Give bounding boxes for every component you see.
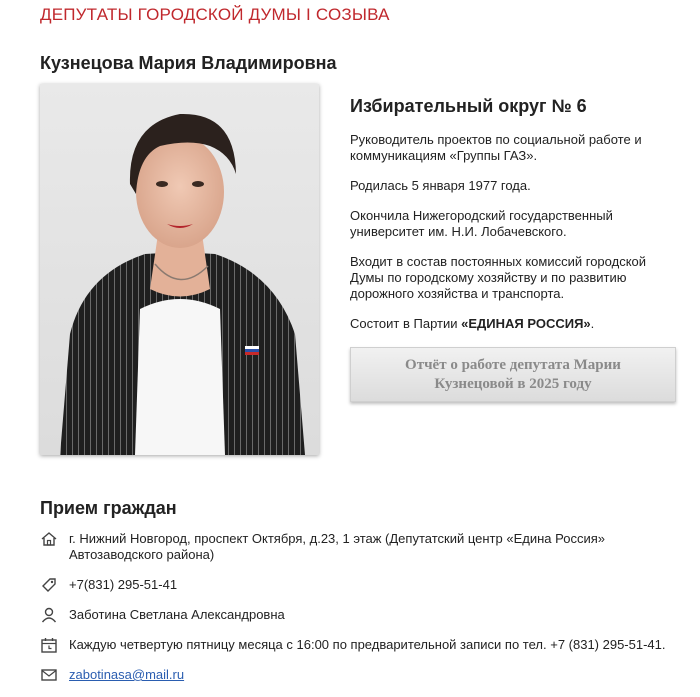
section-title: ДЕПУТАТЫ ГОРОДСКОЙ ДУМЫ I СОЗЫВА: [40, 5, 390, 24]
email-link[interactable]: zabotinasa@mail.ru: [69, 667, 185, 682]
schedule-row: [40, 637, 690, 654]
calendar-icon: [40, 636, 58, 654]
address-row: [40, 531, 690, 563]
party-suffix: .: [590, 316, 595, 331]
education-text: Окончила Нижегородский государственный университет им. Н.И. Лобачевского.: [350, 208, 613, 239]
tag-icon: [40, 576, 58, 594]
assistant-row: [40, 607, 690, 624]
schedule-text: Каждую четвертую пятницу месяца с 16:00 по предварительной записи по тел. +7 (831) 295-51-41.: [69, 637, 666, 652]
deputy-info: [350, 96, 680, 346]
email-row: [40, 667, 690, 684]
home-icon: [40, 530, 58, 548]
user-icon: [40, 606, 58, 624]
party-name: «ЕДИНАЯ РОССИЯ»: [461, 316, 591, 331]
district-title: Избирательный округ № 6: [350, 96, 587, 116]
position-text: Руководитель проектов по социальной работе и коммуникациям «Группы ГАЗ».: [350, 132, 642, 163]
report-button[interactable]: Отчёт о работе депутата Марии Кузнецовой в 2025 году: [350, 347, 676, 402]
mail-icon: [40, 666, 58, 684]
party-prefix: Состоит в Партии: [350, 316, 462, 331]
deputy-name: Кузнецова Мария Владимировна: [40, 53, 337, 73]
commissions-text: Входит в состав постоянных комиссий городской Думы по городскому хозяйству и по развитию дорожного хозяйства и транспорта.: [350, 254, 647, 301]
assistant-text: Заботина Светлана Александровна: [69, 607, 285, 622]
address-text: г. Нижний Новгород, проспект Октября, д.23, 1 этаж (Депутатский центр «Едина Россия» Автозаводского района): [69, 531, 605, 562]
birth-text: Родилась 5 января 1977 года.: [350, 178, 531, 193]
party-text: [350, 316, 680, 332]
phone-row: [40, 577, 690, 594]
deputy-photo: [40, 84, 319, 455]
phone-text: +7(831) 295-51-41: [69, 577, 178, 592]
reception-title: Прием граждан: [40, 498, 177, 518]
